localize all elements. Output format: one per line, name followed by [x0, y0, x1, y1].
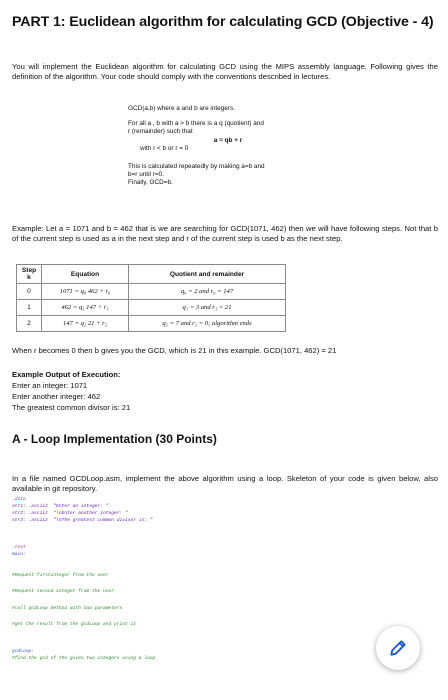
table-row	[17, 284, 286, 300]
table-header-row	[17, 265, 286, 284]
code-token: #Request second integer from the user	[12, 589, 114, 594]
table-row	[17, 316, 286, 332]
table-row	[17, 300, 286, 316]
definition-line: For all a , b with a > b there is a q (quotient) and	[128, 120, 264, 128]
table-cell: q₀ = 2 and r₀ = 147	[129, 284, 286, 300]
example-output-line: The greatest common divisor is: 21	[12, 403, 131, 412]
code-directive	[12, 545, 26, 551]
definition-line: Finally, GCD=b.	[128, 179, 173, 187]
code-comment	[12, 589, 114, 595]
code-comment	[12, 656, 155, 662]
pencil-icon	[388, 638, 408, 658]
table-header: Quotient and remainder	[129, 265, 286, 284]
intro-paragraph: You will implement the Euclidean algorithm for calculating GCD using the MIPS assembly language. Following gives the definition of the algorithm. Your code should comply with the conventions described in lectures.	[12, 62, 438, 82]
code-line: str3: .asciiz "\nThe greatest common divisor is: "	[12, 518, 153, 523]
code-directive	[12, 497, 26, 503]
table-cell: 147 = q₂ 21 + r₂	[42, 316, 129, 332]
page-title: PART 1: Euclidean algorithm for calculating GCD (Objective - 4)	[12, 14, 434, 30]
code-token: #find the gcd of the given two integers using a loop	[12, 656, 156, 661]
code-line: str1: .asciiz "Enter an integer: "	[12, 504, 109, 509]
code-comment	[12, 606, 122, 612]
table-header: Step k	[17, 265, 42, 284]
code-token: #Request firstinteger from the user	[12, 573, 109, 578]
definition-formula: a = qb + r	[213, 136, 243, 144]
section-paragraph: In a file named GCDLoop.asm, implement the above algorithm using a loop. Skeleton of your code is given below, also available in git repository.	[12, 474, 438, 494]
example-output-line: Enter another integer: 462	[12, 392, 101, 401]
code-token: #call gcdLoop method with two parameters	[12, 606, 123, 611]
code-line: str2: .asciiz "\nEnter another integer: "	[12, 511, 128, 516]
code-comment	[12, 573, 109, 579]
table-cell: q₂ = 7 and r₂ = 0; algorithm ends	[129, 316, 286, 332]
code-label	[12, 552, 26, 558]
section-heading: A - Loop Implementation (30 Points)	[12, 432, 217, 446]
code-comment	[12, 622, 136, 628]
code-token: .text	[12, 545, 26, 550]
gcd-steps-table	[16, 264, 286, 332]
table-cell: q₁ = 3 and r₁ = 21	[129, 300, 286, 316]
definition-line: This is calculated repeatedly by making a=b and	[128, 163, 265, 171]
definition-line: with r < b or r = 0	[140, 144, 189, 152]
definition-line: b=r until r=0.	[128, 171, 164, 179]
table-cell: 2	[17, 316, 42, 332]
table-cell: 1071 = q₀ 462 + r₀	[42, 284, 129, 300]
code-label	[12, 649, 34, 655]
code-token: #get the result from the gcdLoop and print it	[12, 622, 137, 627]
code-token: main:	[12, 552, 26, 557]
table-cell: 0	[17, 284, 42, 300]
example-output-heading: Example Output of Execution:	[12, 370, 121, 379]
definition-line: r (remainder) such that	[128, 128, 193, 136]
code-token: gcdLoop:	[12, 649, 35, 654]
code-token: .data	[12, 497, 26, 502]
definition-line: GCD(a,b) where a and b are integers.	[128, 105, 235, 112]
table-cell: 462 = q₁ 147 + r₁	[42, 300, 129, 316]
algorithm-definition	[128, 105, 328, 188]
table-cell: 1	[17, 300, 42, 316]
result-paragraph: When r becomes 0 then b gives you the GCD, which is 21 in this example. GCD(1071, 462) = 21	[12, 346, 337, 355]
example-output-line: Enter an integer: 1071	[12, 381, 88, 390]
table-header: Equation	[42, 265, 129, 284]
example-paragraph: Example: Let a = 1071 and b = 462 that is we are searching for GCD(1071, 462) then we will have following steps. Not that b of the current step is used as a in the next step and r of the current step is used b as the next step.	[12, 224, 438, 244]
edit-button[interactable]	[376, 626, 420, 670]
